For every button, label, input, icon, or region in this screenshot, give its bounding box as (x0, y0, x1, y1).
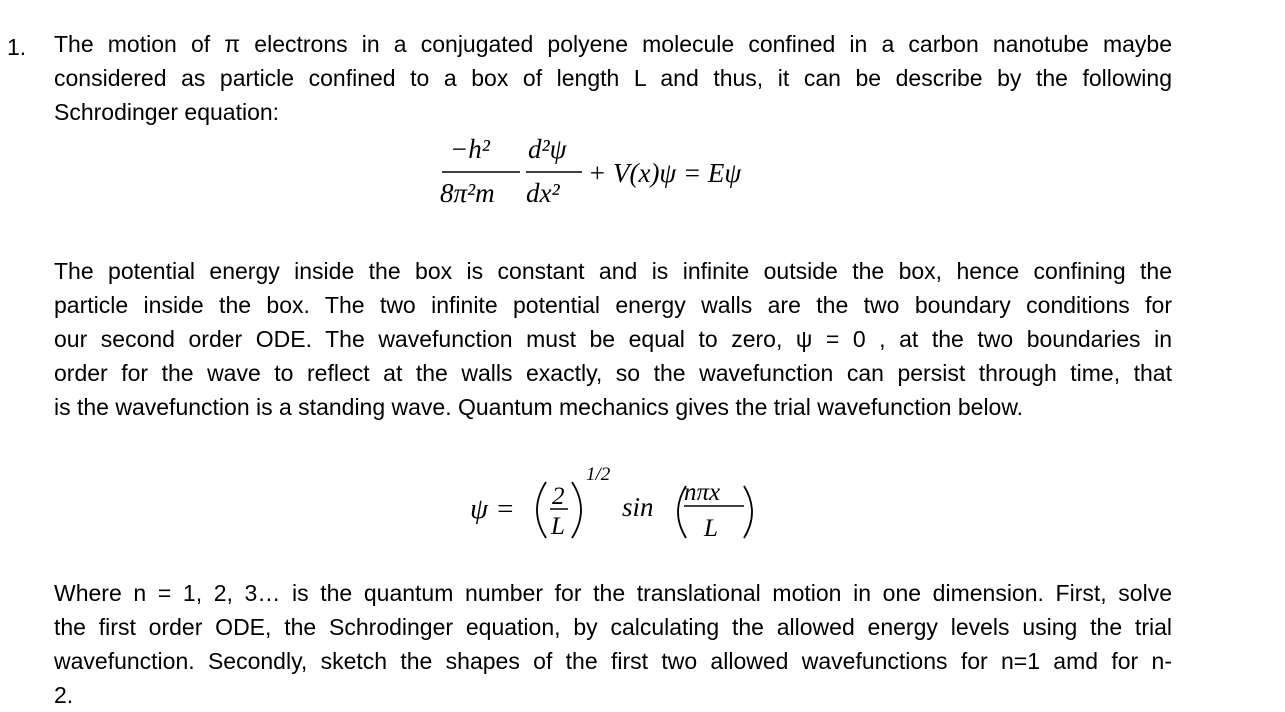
intro-line: Schrodinger equation: (54, 99, 280, 125)
task-paragraph (54, 576, 1172, 712)
eq2-right-paren (572, 482, 581, 538)
trial-wavefunction-equation (462, 456, 782, 556)
potential-line: is the wavefunction is a standing wave. Quantum mechanics gives the trial wavefunction below. (54, 394, 1024, 420)
potential-paragraph (54, 254, 1172, 424)
task-line: 2. (54, 682, 74, 708)
schrodinger-equation (440, 128, 800, 218)
potential-line: particle inside the box. The two infinite potential energy walls are the two boundary conditions for (54, 292, 1172, 318)
eq2-arg-right-paren (744, 486, 752, 538)
potential-line: our second order ODE. The wavefunction must be equal to zero, ψ = 0 , at the two boundaries in (54, 326, 1172, 352)
eq2-frac-num: 2 (552, 483, 565, 510)
potential-line: The potential energy inside the box is constant and is infinite outside the box, hence confining the (54, 258, 1172, 284)
task-line: wavefunction. Secondly, sketch the shapes of the first two allowed wavefunctions for n=1 amd for n- (54, 648, 1172, 674)
eq2-arg-num: nπx (684, 479, 721, 506)
task-line: Where n = 1, 2, 3… is the quantum number for the translational motion in one dimension. First, solve (54, 580, 1172, 606)
question-number: 1. (7, 34, 27, 60)
eq2-arg-den: L (704, 515, 718, 542)
eq2-func: sin (622, 492, 654, 522)
eq2-left-paren (537, 482, 546, 538)
eq2-exponent: 1/2 (586, 464, 611, 485)
eq2-frac-den: L (551, 513, 565, 540)
eq1-denominator-b: dx² (526, 178, 560, 208)
eq1-numerator-a: −h² (450, 134, 490, 164)
eq1-numerator-b: d²ψ (528, 134, 567, 164)
intro-line: The motion of π electrons in a conjugated polyene molecule confined in a carbon nanotube maybe (54, 31, 1172, 57)
eq2-lhs: ψ = (470, 493, 515, 525)
intro-paragraph (54, 27, 1172, 129)
potential-line: order for the wave to reflect at the walls exactly, so the wavefunction can persist through time, that (54, 360, 1172, 386)
intro-line: considered as particle confined to a box of length L and thus, it can be describe by the following (54, 65, 1172, 91)
eq1-denominator-a: 8π²m (440, 178, 495, 208)
task-line: the first order ODE, the Schrodinger equation, by calculating the allowed energy levels using the trial (54, 614, 1172, 640)
eq1-rest: + V(x)ψ = Eψ (588, 158, 742, 188)
